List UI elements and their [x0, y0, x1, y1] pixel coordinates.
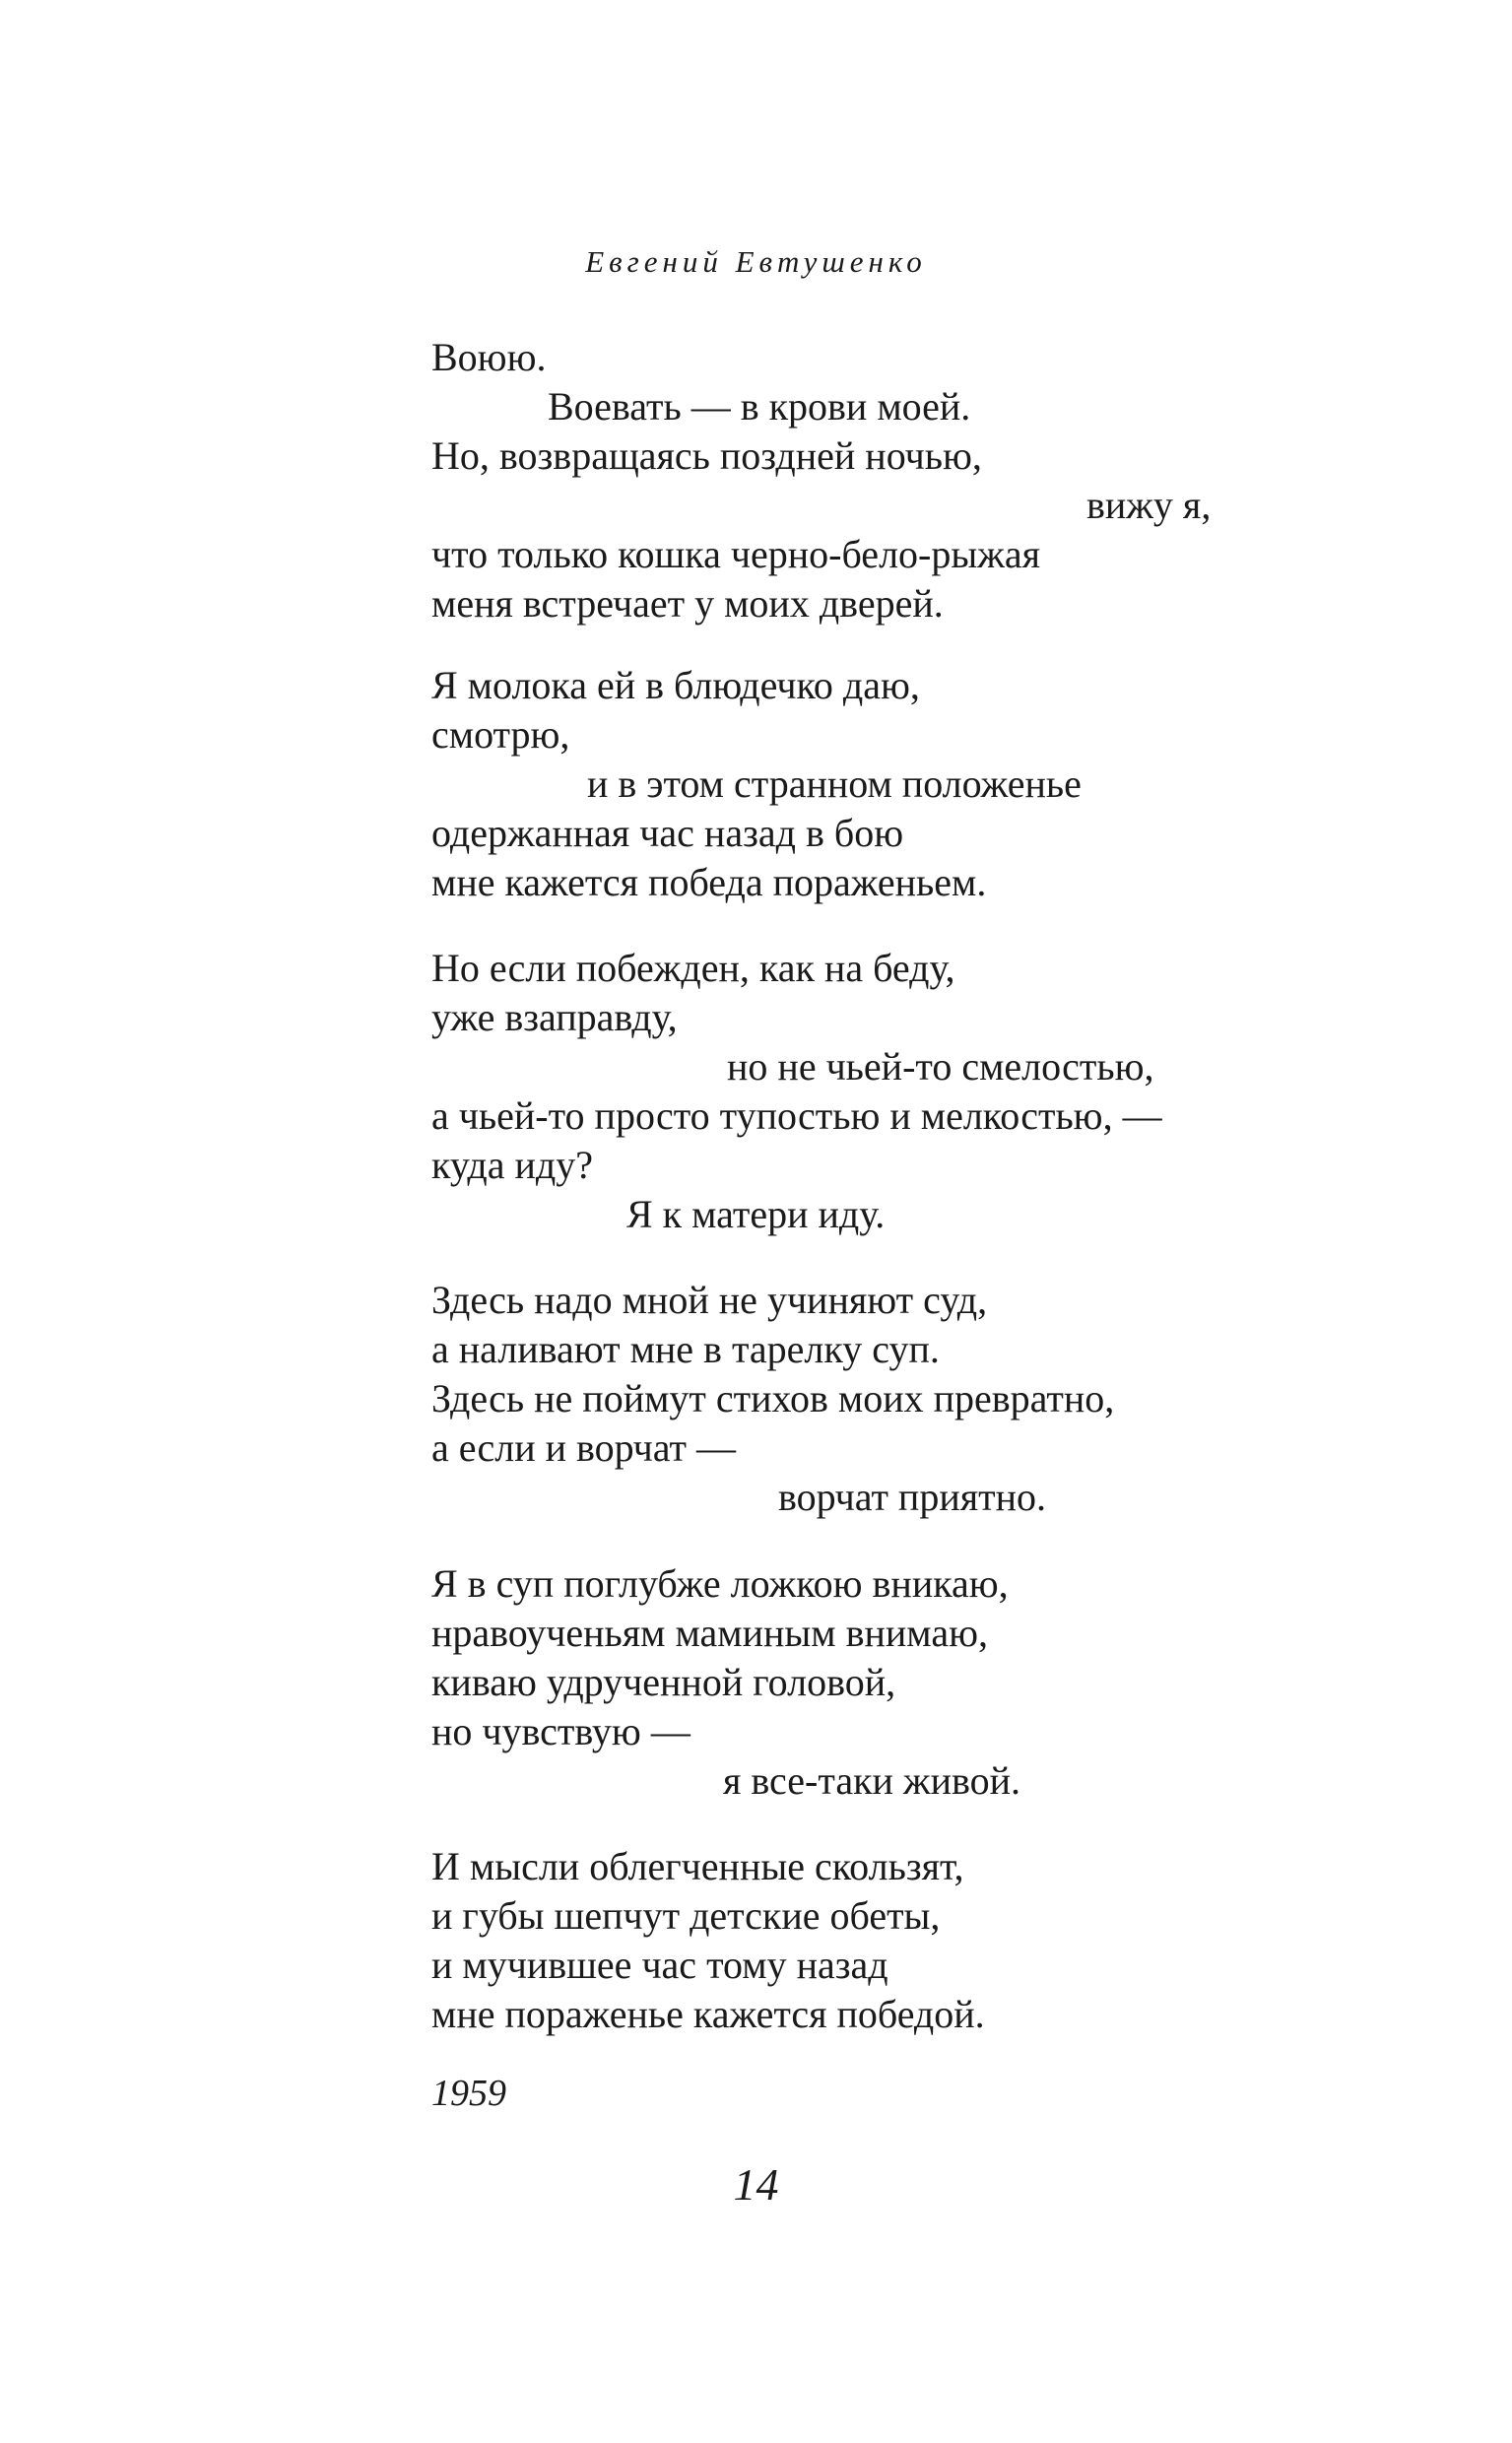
- poem-line: Но, возвращаясь поздней ночью,: [431, 433, 982, 478]
- running-head-author: Евгений Евтушенко: [585, 244, 927, 279]
- poem-line: а если и ворчат —: [431, 1425, 736, 1470]
- poem-line: киваю удрученной головой,: [431, 1660, 896, 1704]
- poem-line: Здесь не поймут стихов моих превратно,: [431, 1376, 1115, 1420]
- poem-line: нравоученьям маминым внимаю,: [431, 1611, 988, 1655]
- poem-line: меня встречает у моих дверей.: [431, 581, 944, 626]
- poem-line: я все-таки живой.: [723, 1758, 1020, 1803]
- poem-line: куда иду?: [431, 1143, 593, 1187]
- poem-line: Я молока ей в блюдечко даю,: [431, 663, 920, 707]
- poem-line: И мысли облегченные скользят,: [431, 1844, 964, 1888]
- poem-line: Воевать — в крови моей.: [548, 384, 971, 429]
- poem-line: Я к матери иду.: [626, 1192, 886, 1236]
- poem-line: мне кажется победа пораженьем.: [431, 860, 987, 904]
- poem-line: и губы шепчут детские обеты,: [431, 1893, 941, 1938]
- poem-line: ворчат приятно.: [778, 1475, 1047, 1519]
- poem-year: 1959: [431, 2073, 506, 2114]
- poem-line: а наливают мне в тарелку суп.: [431, 1327, 940, 1371]
- poem-line: что только кошка черно-бело-рыжая: [431, 532, 1041, 576]
- poem-line: мне пораженье кажется победой.: [431, 1992, 985, 2036]
- poem-line: а чьей-то просто тупостью и мелкостью, —: [431, 1093, 1162, 1138]
- poem-line: но не чьей-то смелостью,: [727, 1044, 1154, 1089]
- poem-line: и мучившее час тому назад: [431, 1943, 888, 1987]
- poem-line: но чувствую —: [431, 1709, 690, 1753]
- poem-line: и в этом странном положенье: [587, 761, 1082, 806]
- poem-line: Здесь надо мной не учиняют суд,: [431, 1278, 988, 1322]
- poem-line: вижу я,: [1086, 483, 1212, 527]
- poem-line: Воюю.: [431, 335, 547, 379]
- poem-line: Я в суп поглубже ложкою вникаю,: [431, 1561, 1009, 1606]
- poem-line: одержанная час назад в бою: [431, 811, 904, 855]
- page-number: 14: [733, 2159, 779, 2210]
- poem-line: смотрю,: [431, 712, 570, 757]
- poem-line: уже взаправду,: [431, 995, 678, 1039]
- poem-line: Но если побежден, как на беду,: [431, 946, 955, 990]
